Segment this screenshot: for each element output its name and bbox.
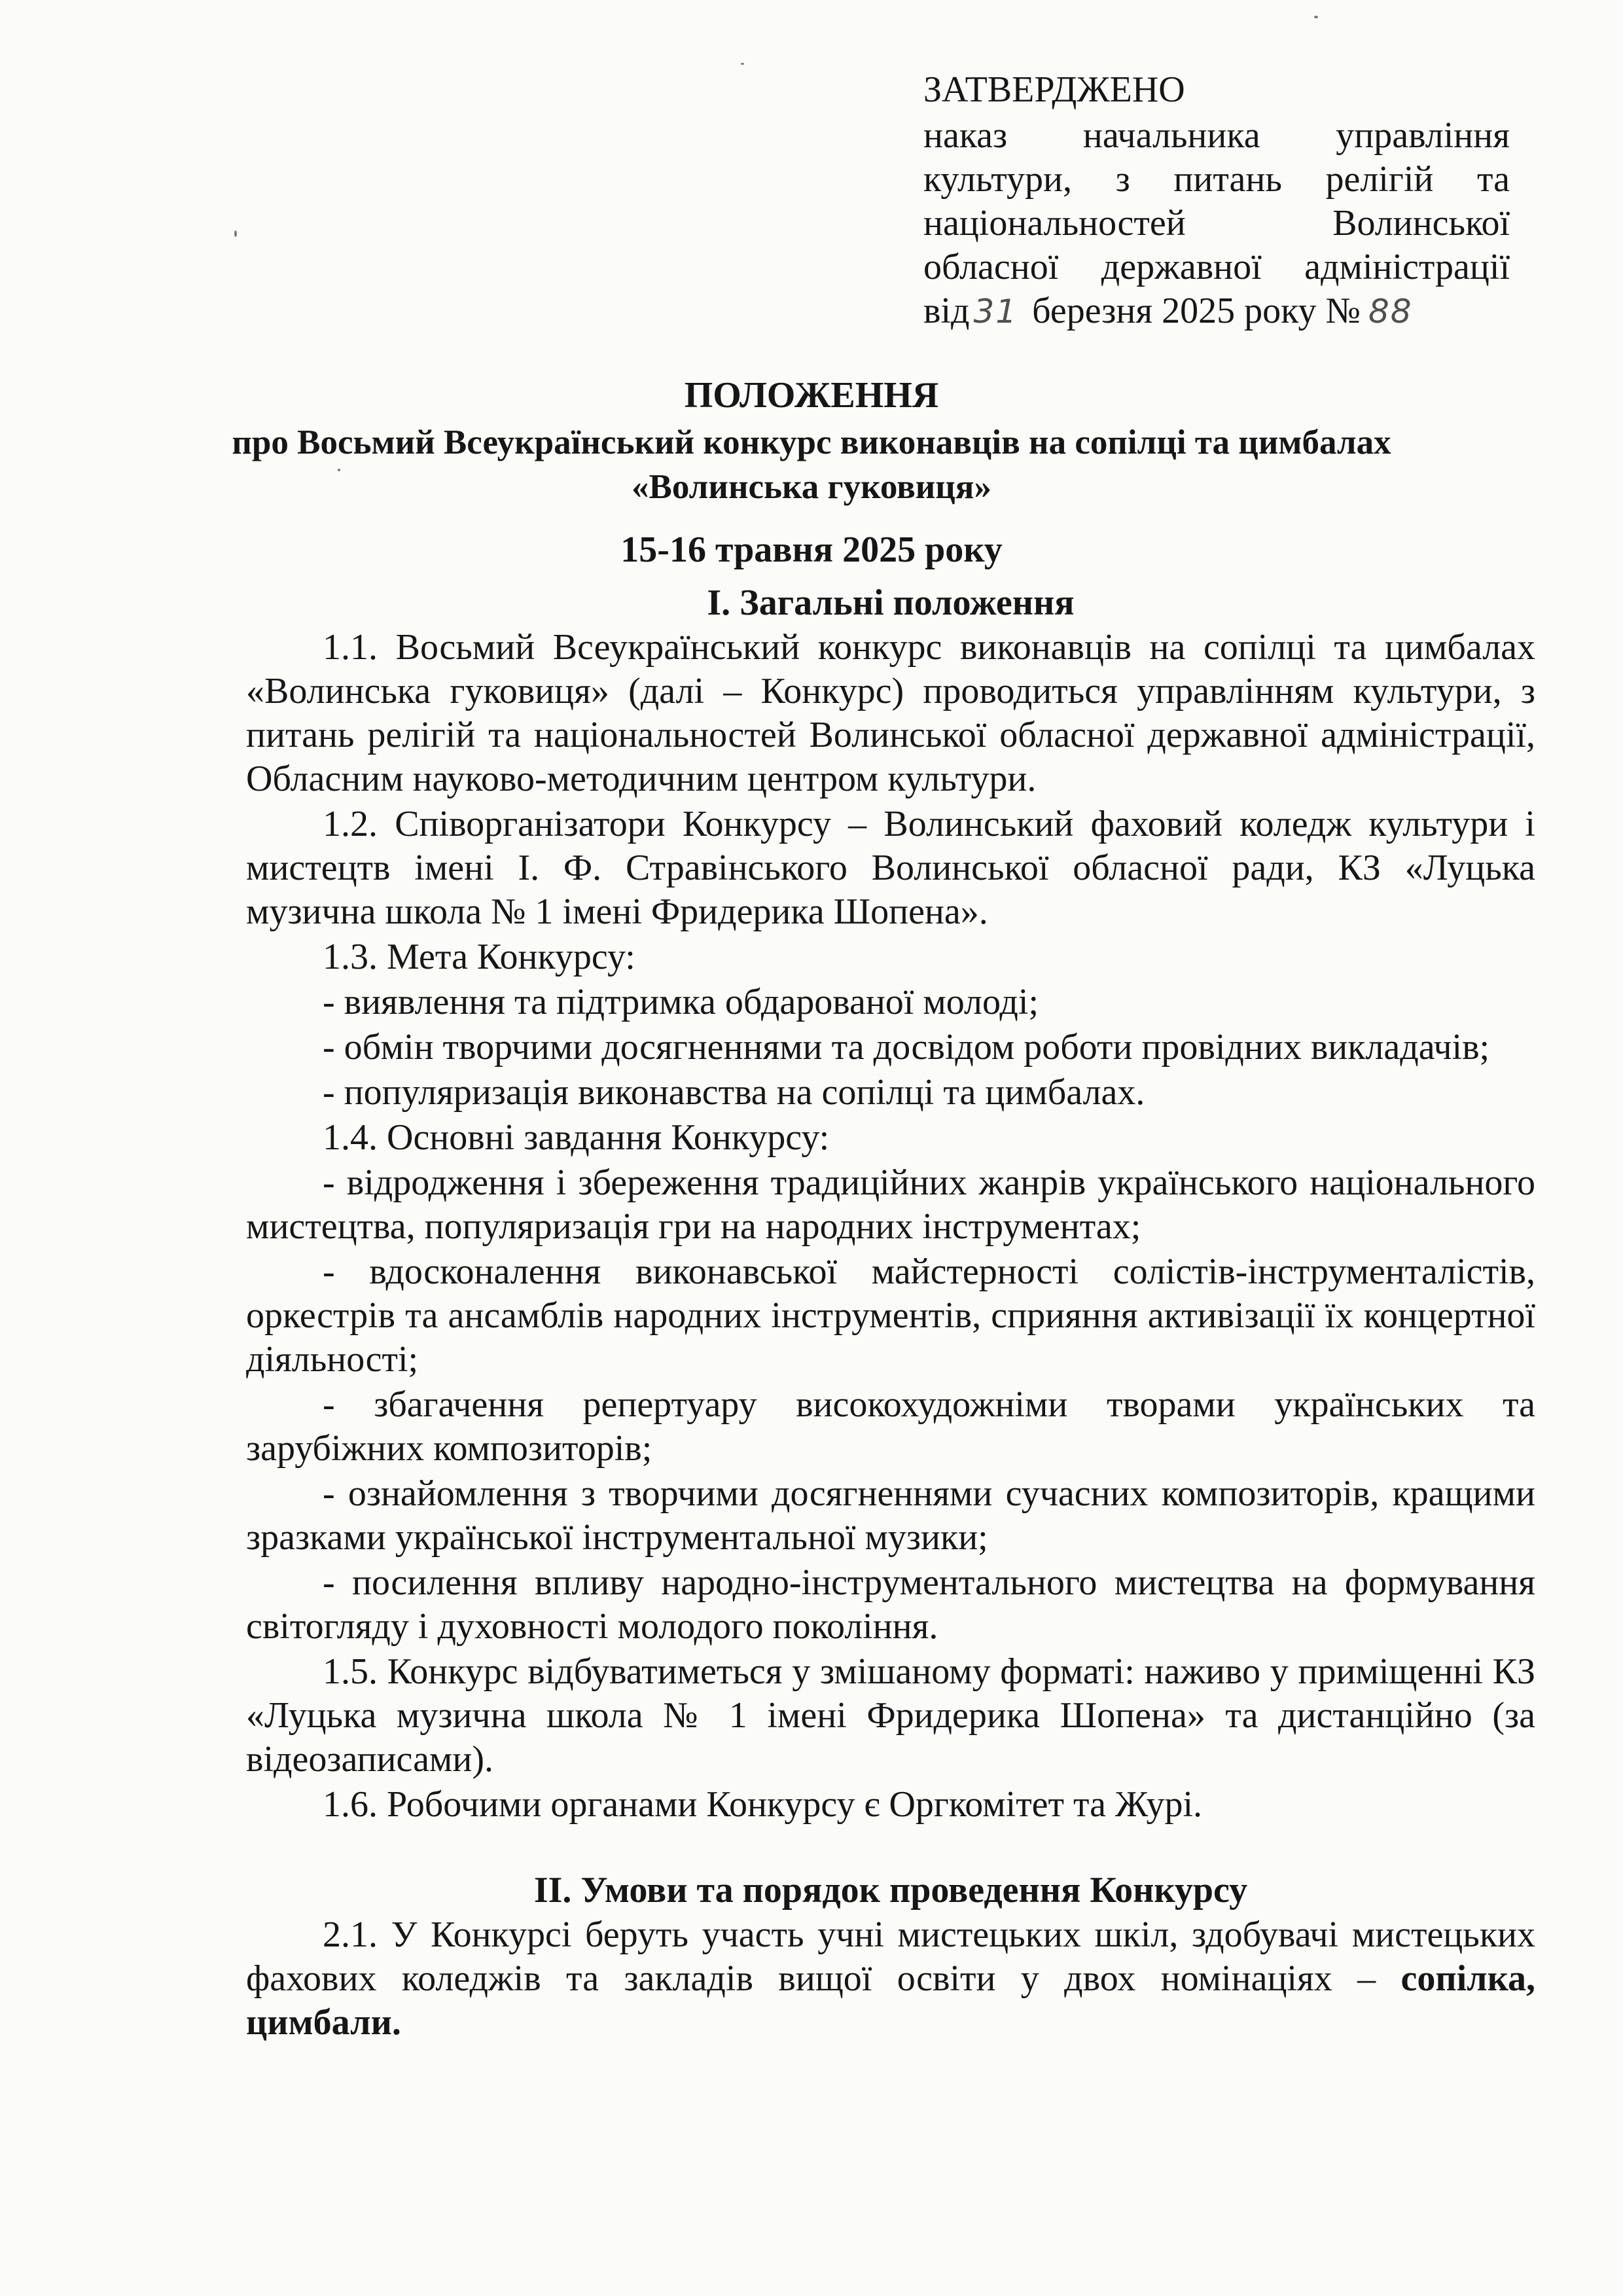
document-subtitle [0, 420, 1623, 509]
paragraph: 1.6. Робочими органами Конкурсу є Оргкомітет та Журі. [323, 1784, 1202, 1825]
document-subtitle-line: «Волинська гуковиця» [632, 468, 991, 506]
approval-block [923, 68, 1510, 334]
approval-date-line [923, 289, 1510, 334]
scan-speck [741, 63, 744, 65]
scan-speck [234, 230, 237, 237]
document-subtitle-line: про Восьмий Всеукраїнський конкурс виконавців на сопілці та цимбалах [232, 423, 1391, 461]
list-item: - ознайомлення з творчими досягненнями сучасних композиторів, кращими зразками української інструментальної музики; [246, 1473, 1535, 1558]
list-item: - обмін творчими досягненнями та досвідом роботи провідних викладачів; [323, 1027, 1490, 1067]
list-item: - посилення впливу народно-інструментального мистецтва на формування світогляду і духовності молодого покоління. [246, 1562, 1535, 1647]
list-item: - відродження і збереження традиційних жанрів українського національного мистецтва, популяризація гри на народних інструментах; [246, 1162, 1535, 1247]
scan-speck [1314, 16, 1318, 18]
document-body [246, 581, 1535, 2046]
paragraph-text: 2.1. У Конкурсі беруть участь учні мистецьких шкіл, здобувачі мистецьких фахових коледжів та закладів вищої освіти у двох номінаціях – [246, 1914, 1535, 1999]
document-title: ПОЛОЖЕННЯ [684, 375, 939, 416]
event-date: 15-16 травня 2025 року [620, 529, 1003, 570]
scan-speck [338, 469, 340, 471]
list-item: - виявлення та підтримка обдарованої молоді; [323, 982, 1039, 1022]
section-title: ІІ. Умови та порядок проведення Конкурсу [533, 1870, 1248, 1910]
list-item: - вдосконалення виконавської майстерності солістів-інструменталістів, оркестрів та ансамблів народних інструментів, сприяння активізації їх концертної діяльності; [246, 1251, 1535, 1380]
handwritten-order-number: 88 [1368, 293, 1413, 331]
approval-date-text: березня 2025 року № [1032, 291, 1361, 331]
section-title: І. Загальні положення [707, 583, 1075, 623]
paragraph-bold-text: сопілка, цимбали. [246, 1958, 1535, 2043]
paragraph: 1.2. Співорганізатори Конкурсу – Волинський фаховий коледж культури і мистецтв імені І. Ф. Стравінського Волинської обласної ради, КЗ «Луцька музична школа № 1 імені Фридерика Шопена». [246, 804, 1535, 932]
list-item: - популяризація виконавства на сопілці та цимбалах. [323, 1072, 1145, 1113]
paragraph: 1.3. Мета Конкурсу: [323, 937, 635, 977]
approval-date-prefix: від [923, 291, 970, 331]
list-item: - збагачення репертуару високохудожніми творами українських та зарубіжних композиторів; [246, 1384, 1535, 1469]
approval-line: національностей Волинської [923, 203, 1510, 243]
paragraph: 1.1. Восьмий Всеукраїнський конкурс виконавців на сопілці та цимбалах «Волинська гуковиця» (далі – Конкурс) проводиться управлінням культури, з питань релігій та національностей Волинської обласної державної адміністрації, Обласним науково-методичним центром культури. [246, 627, 1535, 799]
approval-line: обласної державної адміністрації [923, 247, 1510, 287]
handwritten-day: 31 [973, 293, 1018, 331]
paragraph [246, 1913, 1535, 2045]
paragraph: 1.5. Конкурс відбуватиметься у змішаному форматі: наживо у приміщенні КЗ «Луцька музична школа № 1 імені Фридерика Шопена» та дистанційно (за відеозаписами). [246, 1651, 1535, 1780]
paragraph: 1.4. Основні завдання Конкурсу: [323, 1117, 830, 1158]
approval-line: наказ начальника управління [923, 115, 1510, 156]
approval-label: ЗАТВЕРДЖЕНО [923, 69, 1185, 110]
approval-line: культури, з питань релігій та [923, 159, 1510, 200]
